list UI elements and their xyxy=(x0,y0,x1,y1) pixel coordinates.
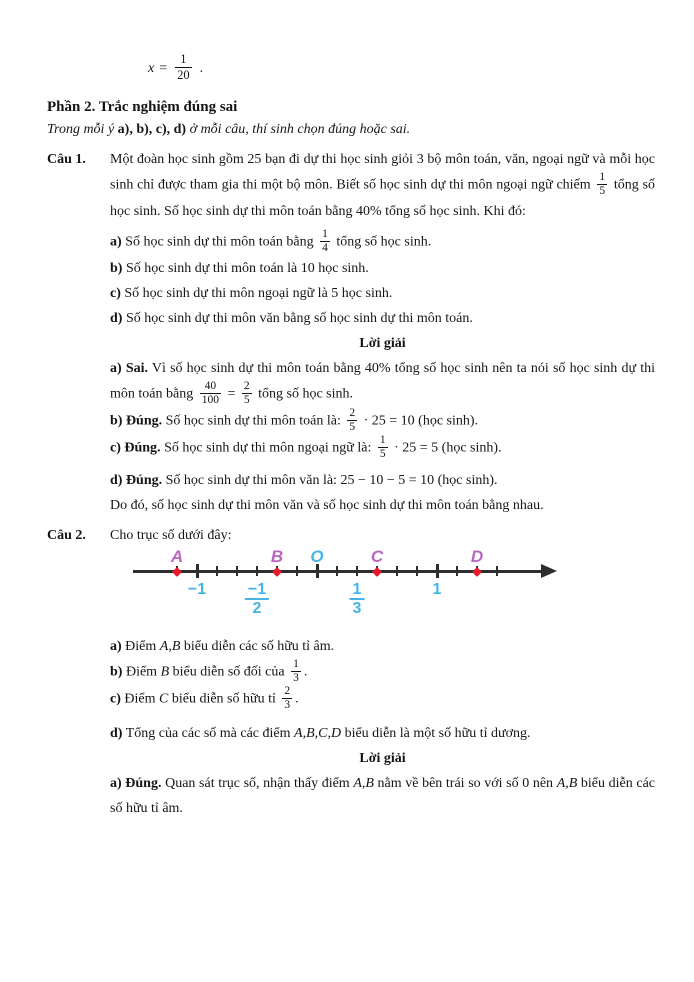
fraction-denominator: 100 xyxy=(201,394,219,406)
instruction-options: a), b), c), d) xyxy=(117,122,187,137)
point-dot-D xyxy=(472,567,482,577)
question-2-text: Cho trục số dưới đây: xyxy=(110,528,232,543)
fraction xyxy=(291,658,301,685)
point-label-D: D xyxy=(470,547,484,566)
solution-text: biểu diễn các số hữu tỉ âm. xyxy=(110,776,655,816)
fraction-numerator: 1 xyxy=(599,171,606,183)
item-text: Số học sinh dự thi môn toán là 10 học sinh. xyxy=(122,261,369,276)
instruction-line xyxy=(47,118,694,142)
item-text: Điểm xyxy=(121,639,160,654)
fraction xyxy=(282,685,292,712)
question-1-text xyxy=(110,147,655,224)
point-dot-A xyxy=(172,567,182,577)
solution-text: Vì số học sinh dự thi môn toán bằng 40% tổng số học sinh nên ta nói số học sinh dự thi môn toán bằng xyxy=(110,361,655,402)
number-line-figure xyxy=(0,548,694,634)
solution-text: tổng số học sinh. xyxy=(254,386,354,402)
fraction-numerator: 2 xyxy=(284,685,291,697)
fraction-denominator: 3 xyxy=(352,600,362,617)
question-1-text-part1: Một đoàn học sinh gồm 25 bạn đi dự thi học sinh giỏi 3 bộ môn toán, văn, ngoại ngữ và mỗi học sinh chỉ được tham gia thi một bộ môn. Biết số học sinh dự thi môn ngoại ngữ chiếm xyxy=(110,152,655,193)
point-dot-C xyxy=(372,567,382,577)
math-points: A,B xyxy=(556,776,578,791)
item-label: d) xyxy=(110,311,123,326)
tick-mark xyxy=(496,566,498,576)
question-1-solution-d xyxy=(110,468,655,493)
solution-text: Số học sinh dự thi môn toán là: xyxy=(162,413,345,429)
question-1-text-part2: tổng số học sinh. Số học sinh dự thi môn toán bằng 40% tổng số học sinh. Khi đó: xyxy=(110,177,655,219)
tick-mark xyxy=(416,566,418,576)
solution-label: b) Đúng. xyxy=(110,413,163,429)
math-points: B xyxy=(160,664,170,680)
item-text: Số học sinh dự thi môn văn bằng số học sinh dự thi môn toán. xyxy=(122,311,473,326)
instruction-pre: Trong mỗi ý xyxy=(47,122,118,137)
fraction xyxy=(200,380,221,407)
question-2-item-d xyxy=(110,721,655,746)
question-1-solution-b xyxy=(110,408,655,435)
fraction-numerator: 1 xyxy=(322,228,328,240)
solution-label: c) Đúng. xyxy=(110,440,161,456)
item-text: Tổng của các số mà các điểm xyxy=(122,726,295,741)
item-text: Số học sinh dự thi môn ngoại ngữ là 5 học sinh. xyxy=(120,286,393,301)
fraction-denominator: 2 xyxy=(252,600,262,617)
question-2-item-c xyxy=(110,686,655,713)
axis-number: −1 xyxy=(187,581,207,598)
fraction-denominator: 20 xyxy=(177,67,190,82)
fraction xyxy=(597,171,607,198)
fraction-numerator: 1 xyxy=(293,658,299,670)
item-text: Số học sinh dự thi môn toán bằng xyxy=(121,234,318,250)
fraction-numerator: 1 xyxy=(350,581,365,600)
question-1-item-d xyxy=(110,306,655,331)
question-2 xyxy=(0,523,694,548)
solution-label: a) Sai. xyxy=(110,361,148,376)
fraction-denominator: 4 xyxy=(322,242,328,254)
math-points: A,B xyxy=(353,776,374,791)
item-label: b) xyxy=(110,261,123,276)
item-label: a) xyxy=(110,234,122,250)
formula-variable: x xyxy=(148,60,155,76)
item-text: biểu diễn số hữu tỉ xyxy=(168,691,280,707)
math-points: A,B xyxy=(159,639,181,654)
fraction-numerator: 1 xyxy=(379,434,386,446)
fraction xyxy=(175,52,192,83)
fraction xyxy=(242,380,252,407)
question-1-solution-a xyxy=(110,356,655,408)
solution-heading-2: Lời giải xyxy=(359,751,406,766)
formula-period: . xyxy=(199,60,204,76)
item-text: Điểm xyxy=(122,664,161,680)
fraction-denominator: 5 xyxy=(349,421,356,433)
question-1-label: Câu 1. xyxy=(47,152,86,167)
origin-label: O xyxy=(310,547,324,566)
fraction-numerator: 1 xyxy=(175,52,192,68)
solution-heading-1: Lời giải xyxy=(359,336,406,351)
item-text: . xyxy=(303,664,308,680)
tick-mark xyxy=(436,564,439,578)
fraction-denominator: 3 xyxy=(284,699,291,711)
point-label-C: C xyxy=(370,547,384,566)
point-dot-B xyxy=(272,567,282,577)
solution-text: Số học sinh dự thi môn ngoại ngữ là: xyxy=(160,440,375,456)
item-label: a) xyxy=(110,639,122,654)
question-1-item-a xyxy=(110,229,655,256)
tick-mark xyxy=(456,566,458,576)
solution-label: a) Đúng. xyxy=(110,776,162,791)
fraction-denominator: 3 xyxy=(293,672,299,684)
fraction-numerator: 40 xyxy=(200,380,221,394)
solution-text: = xyxy=(223,386,239,402)
solution-text: Số học sinh dự thi môn văn là: 25 − 10 − 5 = 10 (học sinh). xyxy=(162,473,498,488)
section-heading: Phần 2. Trắc nghiệm đúng sai xyxy=(47,99,238,115)
item-text: biểu diễn là một số hữu tỉ dương. xyxy=(341,726,531,741)
question-2-item-a xyxy=(110,634,655,659)
tick-mark xyxy=(256,566,258,576)
tick-mark xyxy=(236,566,238,576)
axis-arrowhead xyxy=(541,564,557,578)
item-label: d) xyxy=(110,726,123,741)
formula-x-equals xyxy=(148,46,694,90)
fraction xyxy=(378,434,388,461)
fraction-numerator: 2 xyxy=(243,380,250,392)
equals-sign: = xyxy=(159,60,168,76)
axis-fraction xyxy=(245,581,269,617)
solution-text: · 25 = 5 (học sinh). xyxy=(390,440,502,456)
fraction xyxy=(347,407,357,434)
question-2-solution-a xyxy=(110,771,655,821)
tick-mark xyxy=(336,566,338,576)
fraction-denominator: 5 xyxy=(379,448,386,460)
instruction-post: ở mỗi câu, thí sinh chọn đúng hoặc sai. xyxy=(186,122,411,137)
fraction-denominator: 5 xyxy=(599,185,606,197)
tick-mark xyxy=(316,564,319,578)
axis-fraction xyxy=(350,581,365,617)
item-text: Điểm xyxy=(120,691,159,707)
item-text: tổng số học sinh. xyxy=(332,234,432,250)
solution-text: · 25 = 10 (học sinh). xyxy=(360,413,479,429)
tick-mark xyxy=(356,566,358,576)
question-1-item-b xyxy=(110,256,655,281)
item-label: c) xyxy=(110,286,121,301)
math-points: C xyxy=(159,691,169,707)
question-1-conclusion: Do đó, số học sinh dự thi môn văn và số học sinh dự thi môn toán bằng nhau. xyxy=(110,498,544,513)
item-text: . xyxy=(295,691,299,707)
solution-label: d) Đúng. xyxy=(110,473,163,488)
question-2-label: Câu 2. xyxy=(47,528,86,543)
tick-mark xyxy=(216,566,218,576)
point-label-B: B xyxy=(270,547,284,566)
item-label: b) xyxy=(110,664,123,680)
fraction-numerator: −1 xyxy=(245,581,269,600)
solution-text: nằm về bên trái so với số 0 nên xyxy=(373,776,557,791)
fraction-denominator: 5 xyxy=(243,394,250,406)
question-1 xyxy=(0,147,694,224)
item-label: c) xyxy=(110,691,121,707)
math-points: A,B,C,D xyxy=(294,726,342,741)
item-text: biểu diễn số đối của xyxy=(169,664,289,680)
fraction-numerator: 2 xyxy=(349,407,356,419)
question-1-item-c xyxy=(110,281,655,306)
tick-mark xyxy=(296,566,298,576)
question-2-item-b xyxy=(110,659,655,686)
point-label-A: A xyxy=(170,547,184,566)
fraction xyxy=(320,228,330,255)
question-1-solution-c xyxy=(110,435,655,462)
axis-number: 1 xyxy=(432,581,442,598)
item-text: biểu diễn các số hữu tỉ âm. xyxy=(180,639,335,654)
tick-mark xyxy=(396,566,398,576)
solution-text: Quan sát trục số, nhận thấy điểm xyxy=(161,776,354,791)
tick-mark xyxy=(196,564,199,578)
